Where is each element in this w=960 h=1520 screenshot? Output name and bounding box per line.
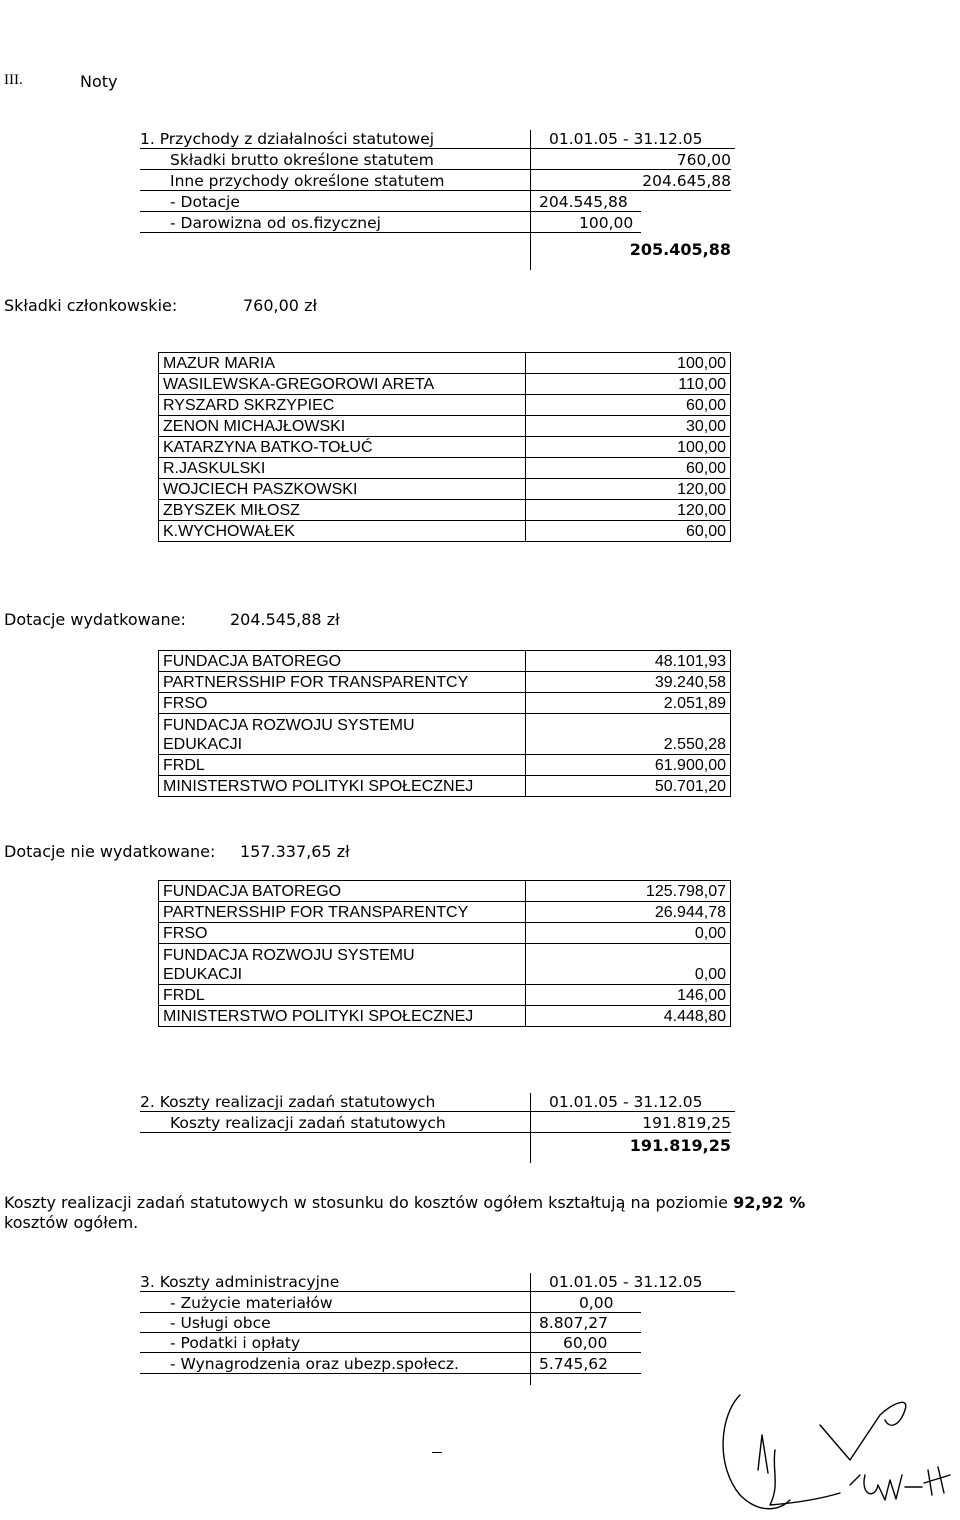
admin-row-amount: 8.807,27	[531, 1314, 641, 1333]
table-row	[159, 944, 731, 985]
admin-row-label: - Wynagrodzenia oraz ubezp.społecz.	[140, 1355, 530, 1374]
grant-amount: 2.550,28	[526, 714, 731, 755]
table-row	[159, 479, 731, 500]
grant-name: FRDL	[159, 755, 526, 776]
table-row	[159, 902, 731, 923]
section-title: Noty	[80, 72, 118, 91]
member-amount: 120,00	[526, 479, 731, 500]
member-name: WOJCIECH PASZKOWSKI	[159, 479, 526, 500]
grant-name	[159, 944, 526, 985]
grant-name: PARTNERSSHIP FOR TRANSPARENTCY	[159, 672, 526, 693]
signature	[700, 1375, 960, 1520]
admin-row-amount: 5.745,62	[531, 1355, 641, 1374]
table-row	[159, 776, 731, 797]
table-row	[159, 437, 731, 458]
ratio-text-after: kosztów ogółem.	[4, 1213, 139, 1232]
admin-row-amount: 60,00	[531, 1334, 641, 1353]
table-row	[159, 1006, 731, 1027]
member-name: R.JASKULSKI	[159, 458, 526, 479]
grant-amount: 125.798,07	[526, 881, 731, 902]
members-table	[158, 352, 731, 542]
member-name: ZENON MICHAJŁOWSKI	[159, 416, 526, 437]
table-row	[159, 714, 731, 755]
table-row	[159, 458, 731, 479]
grant-amount: 61.900,00	[526, 755, 731, 776]
ratio-text-before: Koszty realizacji zadań statutowych w stosunku do kosztów ogółem kształtują na poziomie	[4, 1193, 734, 1212]
table-row	[159, 923, 731, 944]
member-amount: 110,00	[526, 374, 731, 395]
table-row	[159, 395, 731, 416]
revenue-row-amount: 204.645,88	[531, 172, 731, 191]
revenue-total: 205.405,88	[629, 240, 731, 259]
costs-heading: 2. Koszty realizacji zadań statutowych	[140, 1093, 530, 1112]
signature-stroke-d	[820, 1402, 906, 1460]
grant-amount: 48.101,93	[526, 651, 731, 672]
costs-row-label: Koszty realizacji zadań statutowych	[140, 1114, 530, 1133]
signature-stroke-c	[850, 1475, 860, 1485]
revenue-row-label: Inne przychody określone statutem	[140, 172, 530, 191]
grant-name-line1: FUNDACJA ROZWOJU SYSTEMU	[163, 717, 415, 734]
grant-amount: 50.701,20	[526, 776, 731, 797]
revenue-period: 01.01.05 - 31.12.05	[531, 130, 735, 149]
grant-amount: 2.051,89	[526, 693, 731, 714]
signature-stroke-left	[723, 1395, 790, 1509]
costs-row-amount: 191.819,25	[531, 1114, 731, 1133]
grant-name: FRDL	[159, 985, 526, 1006]
grants-spent-label: Dotacje wydatkowane:	[4, 610, 186, 629]
grant-amount: 4.448,80	[526, 1006, 731, 1027]
members-label: Składki członkowskie:	[4, 296, 178, 315]
table-row	[159, 881, 731, 902]
grant-amount: 39.240,58	[526, 672, 731, 693]
members-total: 760,00 zł	[243, 296, 318, 315]
member-amount: 120,00	[526, 500, 731, 521]
section-numeral: III.	[4, 72, 23, 88]
member-amount: 100,00	[526, 353, 731, 374]
member-amount: 100,00	[526, 437, 731, 458]
grant-name: FUNDACJA BATOREGO	[159, 651, 526, 672]
grant-name: FRSO	[159, 693, 526, 714]
grant-name-line2: EDUKACJI	[163, 736, 243, 753]
table-row	[159, 672, 731, 693]
admin-row-label: - Zużycie materiałów	[140, 1294, 530, 1313]
revenue-row-label: Składki brutto określone statutem	[140, 151, 530, 170]
admin-row-label: - Podatki i opłaty	[140, 1334, 530, 1353]
signature-stroke-kmh	[864, 1475, 902, 1500]
ratio-percent: 92,92 %	[733, 1193, 806, 1212]
table-row	[159, 651, 731, 672]
table-row	[159, 985, 731, 1006]
grant-name: MINISTERSTWO POLITYKI SPOŁECZNEJ	[159, 1006, 526, 1027]
revenue-row-amount: 760,00	[531, 151, 731, 170]
admin-period: 01.01.05 - 31.12.05	[531, 1273, 735, 1292]
member-amount: 60,00	[526, 458, 731, 479]
table-row	[159, 416, 731, 437]
revenue-row-label: - Darowizna od os.fizycznej	[140, 214, 530, 233]
admin-row-label: - Usługi obce	[140, 1314, 530, 1333]
grants-unspent-total: 157.337,65 zł	[240, 842, 350, 861]
costs-total: 191.819,25	[629, 1136, 731, 1155]
table-row	[159, 693, 731, 714]
member-name: ZBYSZEK MIŁOSZ	[159, 500, 526, 521]
member-name: K.WYCHOWAŁEK	[159, 521, 526, 542]
admin-row-amount: 0,00	[531, 1294, 641, 1313]
member-name: MAZUR MARIA	[159, 353, 526, 374]
grants-spent-total: 204.545,88 zł	[230, 610, 340, 629]
table-row	[159, 755, 731, 776]
costs-period: 01.01.05 - 31.12.05	[531, 1093, 735, 1112]
grant-name-line2: EDUKACJI	[163, 966, 243, 983]
grant-name: MINISTERSTWO POLITYKI SPOŁECZNEJ	[159, 776, 526, 797]
grant-name: FUNDACJA BATOREGO	[159, 881, 526, 902]
revenue-heading: 1. Przychody z działalności statutowej	[140, 130, 530, 149]
member-amount: 60,00	[526, 395, 731, 416]
dash-mark	[432, 1452, 442, 1453]
grant-amount: 146,00	[526, 985, 731, 1006]
grant-amount: 26.944,78	[526, 902, 731, 923]
grant-amount: 0,00	[526, 944, 731, 985]
table-row	[159, 500, 731, 521]
table-row	[159, 521, 731, 542]
ratio-text	[4, 1193, 805, 1212]
grant-name: FRSO	[159, 923, 526, 944]
grant-amount: 0,00	[526, 923, 731, 944]
member-name: KATARZYNA BATKO-TOŁUĆ	[159, 437, 526, 458]
admin-heading: 3. Koszty administracyjne	[140, 1273, 530, 1292]
member-amount: 30,00	[526, 416, 731, 437]
grants-unspent-label: Dotacje nie wydatkowane:	[4, 842, 216, 861]
revenue-row-subamount: 100,00	[531, 214, 641, 233]
grant-name: PARTNERSSHIP FOR TRANSPARENTCY	[159, 902, 526, 923]
member-name: WASILEWSKA-GREGOROWI ARETA	[159, 374, 526, 395]
revenue-row-subamount: 204.545,88	[531, 193, 641, 212]
signature-stroke-a	[758, 1435, 768, 1473]
signature-stroke-fraction	[924, 1467, 950, 1495]
table-row	[159, 353, 731, 374]
grant-name	[159, 714, 526, 755]
grants-unspent-table	[158, 880, 731, 1027]
member-name: RYSZARD SKRZYPIEC	[159, 395, 526, 416]
revenue-row-label: - Dotacje	[140, 193, 530, 212]
signature-initials: KMH	[872, 1503, 875, 1504]
member-amount: 60,00	[526, 521, 731, 542]
grants-spent-table	[158, 650, 731, 797]
signature-stroke-b	[770, 1450, 840, 1505]
grant-name-line1: FUNDACJA ROZWOJU SYSTEMU	[163, 947, 415, 964]
table-row	[159, 374, 731, 395]
